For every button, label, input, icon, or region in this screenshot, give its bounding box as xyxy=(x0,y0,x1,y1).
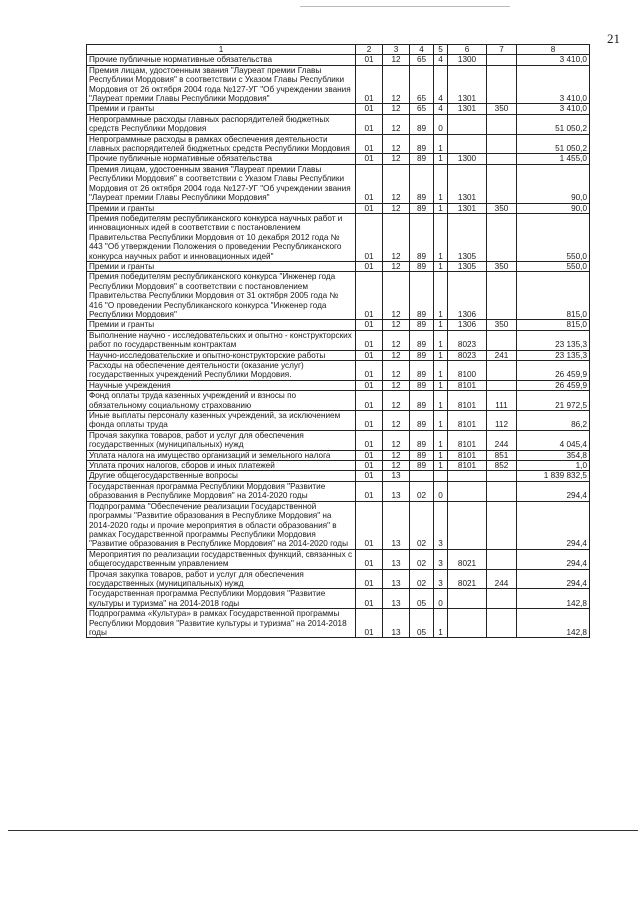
program-code: 05 xyxy=(410,589,434,609)
program-code: 89 xyxy=(410,361,434,381)
expense-type-code xyxy=(487,330,517,350)
subprogram-code: 1 xyxy=(434,350,448,360)
program-code: 89 xyxy=(410,114,434,134)
direction-code: 8101 xyxy=(448,461,487,471)
expense-name: Прочие публичные нормативные обязательства xyxy=(87,55,356,65)
subprogram-code: 1 xyxy=(434,380,448,390)
program-code: 89 xyxy=(410,380,434,390)
header-col-3: 3 xyxy=(383,45,410,55)
subprogram-code: 1 xyxy=(434,154,448,164)
expense-name: Премия лицам, удостоенным звания "Лауреат премии Главы Республики Мордовия" в соответствии с Указом Главы Республики Мордовия от 26 октября 2004 года №127-УГ "Об учреждении звания "Лауреат премии Главы Республики Мордовия" xyxy=(87,164,356,203)
table-row xyxy=(87,164,590,203)
expense-name: Премия лицам, удостоенным звания "Лауреат премии Главы Республики Мордовия" в соответствии с Указом Главы Республики Мордовия от 26 октября 2004 года №127-УГ "Об учреждении звания "Лауреат премии Главы Республики Мордовия" xyxy=(87,65,356,104)
page-number: 21 xyxy=(607,31,620,46)
amount: 1,0 xyxy=(517,461,590,471)
subsection-code: 12 xyxy=(383,213,410,261)
subsection-code: 12 xyxy=(383,65,410,104)
table-row xyxy=(87,380,590,390)
header-col-5: 5 xyxy=(434,45,448,55)
direction-code: 1306 xyxy=(448,272,487,320)
expense-name: Государственная программа Республики Мордовия "Развитие культуры и туризма" на 2014-2018 годы xyxy=(87,589,356,609)
section-code: 01 xyxy=(356,450,383,460)
table-row xyxy=(87,430,590,450)
table-row xyxy=(87,134,590,154)
table-row xyxy=(87,65,590,104)
subsection-code: 12 xyxy=(383,411,410,431)
header-col-7: 7 xyxy=(487,45,517,55)
subsection-code: 13 xyxy=(383,589,410,609)
expense-name: Подпрограмма «Культура» в рамках Государственной программы Республики Мордовия "Развитие культуры и туризма" на 2014-2018 годы xyxy=(87,609,356,638)
expense-name: Научно-исследовательские и опытно-конструкторские работы xyxy=(87,350,356,360)
expense-type-code: 350 xyxy=(487,104,517,114)
direction-code: 1306 xyxy=(448,320,487,330)
section-code: 01 xyxy=(356,154,383,164)
expense-name: Мероприятия по реализации государственных функций, связанных с общегосударственным управлением xyxy=(87,549,356,569)
program-code: 89 xyxy=(410,213,434,261)
expense-type-code xyxy=(487,471,517,481)
amount: 550,0 xyxy=(517,213,590,261)
header-col-8: 8 xyxy=(517,45,590,55)
expense-type-code: 350 xyxy=(487,320,517,330)
table-row xyxy=(87,213,590,261)
expense-name: Уплата налога на имущество организаций и земельного налога xyxy=(87,450,356,460)
expense-type-code xyxy=(487,501,517,549)
table-row xyxy=(87,55,590,65)
amount: 23 135,3 xyxy=(517,350,590,360)
expense-type-code xyxy=(487,65,517,104)
expense-type-code xyxy=(487,213,517,261)
direction-code: 1301 xyxy=(448,65,487,104)
subprogram-code: 3 xyxy=(434,549,448,569)
table-row xyxy=(87,450,590,460)
scan-artifact-line xyxy=(300,6,510,7)
direction-code: 1305 xyxy=(448,261,487,271)
direction-code xyxy=(448,609,487,638)
subsection-code: 12 xyxy=(383,391,410,411)
direction-code: 8101 xyxy=(448,380,487,390)
table-row xyxy=(87,320,590,330)
program-code: 02 xyxy=(410,569,434,589)
program-code: 89 xyxy=(410,164,434,203)
subprogram-code: 3 xyxy=(434,569,448,589)
subprogram-code: 0 xyxy=(434,114,448,134)
expense-type-code: 112 xyxy=(487,411,517,431)
subprogram-code: 4 xyxy=(434,65,448,104)
amount: 3 410,0 xyxy=(517,65,590,104)
table-row xyxy=(87,461,590,471)
amount: 1 455,0 xyxy=(517,154,590,164)
expense-type-code xyxy=(487,114,517,134)
table-row xyxy=(87,481,590,501)
subsection-code: 13 xyxy=(383,609,410,638)
subprogram-code: 1 xyxy=(434,461,448,471)
amount: 3 410,0 xyxy=(517,104,590,114)
section-code: 01 xyxy=(356,361,383,381)
section-code: 01 xyxy=(356,461,383,471)
section-code: 01 xyxy=(356,320,383,330)
subprogram-code: 1 xyxy=(434,391,448,411)
section-code: 01 xyxy=(356,391,383,411)
direction-code: 1305 xyxy=(448,213,487,261)
section-code: 01 xyxy=(356,380,383,390)
amount: 86,2 xyxy=(517,411,590,431)
subsection-code: 12 xyxy=(383,272,410,320)
subsection-code: 12 xyxy=(383,320,410,330)
direction-code xyxy=(448,501,487,549)
expense-type-code: 851 xyxy=(487,450,517,460)
table-row xyxy=(87,104,590,114)
subsection-code: 12 xyxy=(383,430,410,450)
program-code: 89 xyxy=(410,203,434,213)
program-code: 89 xyxy=(410,411,434,431)
section-code: 01 xyxy=(356,471,383,481)
amount: 294,4 xyxy=(517,481,590,501)
expense-name: Другие общегосударственные вопросы xyxy=(87,471,356,481)
program-code: 89 xyxy=(410,134,434,154)
expense-type-code: 244 xyxy=(487,430,517,450)
table-header-row xyxy=(87,45,590,55)
expense-type-code: 852 xyxy=(487,461,517,471)
section-code: 01 xyxy=(356,589,383,609)
amount: 1 839 832,5 xyxy=(517,471,590,481)
subprogram-code: 1 xyxy=(434,330,448,350)
expense-type-code: 350 xyxy=(487,203,517,213)
amount: 21 972,5 xyxy=(517,391,590,411)
header-col-1: 1 xyxy=(87,45,356,55)
program-code: 89 xyxy=(410,450,434,460)
expense-name: Премии и гранты xyxy=(87,320,356,330)
amount: 550,0 xyxy=(517,261,590,271)
expense-type-code xyxy=(487,55,517,65)
table-row xyxy=(87,272,590,320)
program-code: 89 xyxy=(410,391,434,411)
subprogram-code: 1 xyxy=(434,261,448,271)
subsection-code: 13 xyxy=(383,471,410,481)
table-row xyxy=(87,549,590,569)
section-code: 01 xyxy=(356,114,383,134)
amount: 815,0 xyxy=(517,272,590,320)
table-row xyxy=(87,330,590,350)
expense-type-code: 350 xyxy=(487,261,517,271)
table-row xyxy=(87,589,590,609)
subprogram-code: 1 xyxy=(434,430,448,450)
program-code: 02 xyxy=(410,501,434,549)
direction-code: 1300 xyxy=(448,55,487,65)
direction-code: 8101 xyxy=(448,450,487,460)
program-code: 89 xyxy=(410,261,434,271)
subsection-code: 12 xyxy=(383,203,410,213)
section-code: 01 xyxy=(356,55,383,65)
subsection-code: 12 xyxy=(383,154,410,164)
subprogram-code xyxy=(434,471,448,481)
table-row xyxy=(87,391,590,411)
subprogram-code: 1 xyxy=(434,134,448,154)
amount: 51 050,2 xyxy=(517,134,590,154)
section-code: 01 xyxy=(356,430,383,450)
subprogram-code: 1 xyxy=(434,203,448,213)
amount: 815,0 xyxy=(517,320,590,330)
direction-code xyxy=(448,134,487,154)
program-code: 65 xyxy=(410,65,434,104)
expense-name: Выполнение научно - исследовательских и опытно - конструкторских работ по государственным контрактам xyxy=(87,330,356,350)
direction-code: 1301 xyxy=(448,104,487,114)
table-row xyxy=(87,569,590,589)
amount: 51 050,2 xyxy=(517,114,590,134)
expense-name: Иные выплаты персоналу казенных учреждений, за исключением фонда оплаты труда xyxy=(87,411,356,431)
expense-name: Прочая закупка товаров, работ и услуг для обеспечения государственных (муниципальных) нужд xyxy=(87,430,356,450)
header-col-4: 4 xyxy=(410,45,434,55)
subprogram-code: 1 xyxy=(434,320,448,330)
direction-code: 1300 xyxy=(448,154,487,164)
subsection-code: 13 xyxy=(383,481,410,501)
section-code: 01 xyxy=(356,549,383,569)
direction-code: 8101 xyxy=(448,430,487,450)
table-row xyxy=(87,203,590,213)
subsection-code: 12 xyxy=(383,104,410,114)
expense-type-code: 244 xyxy=(487,569,517,589)
subprogram-code: 1 xyxy=(434,361,448,381)
expense-name: Подпрограмма "Обеспечение реализации Государственной программы "Развитие образования в Республике Мордовия" на 2014-2020 годы и прочие мероприятия в области образования" в рамках Государственной программы Республики Мордовия "Развитие образования в Республике Мордовия" на 2014-2020 годы xyxy=(87,501,356,549)
section-code: 01 xyxy=(356,609,383,638)
direction-code: 8021 xyxy=(448,549,487,569)
direction-code xyxy=(448,589,487,609)
amount: 354,8 xyxy=(517,450,590,460)
amount: 142,8 xyxy=(517,589,590,609)
table-row xyxy=(87,154,590,164)
direction-code: 1301 xyxy=(448,203,487,213)
expense-type-code xyxy=(487,380,517,390)
program-code: 89 xyxy=(410,154,434,164)
program-code: 89 xyxy=(410,461,434,471)
program-code: 89 xyxy=(410,320,434,330)
subsection-code: 12 xyxy=(383,461,410,471)
section-code: 01 xyxy=(356,164,383,203)
subsection-code: 12 xyxy=(383,361,410,381)
subsection-code: 12 xyxy=(383,55,410,65)
amount: 26 459,9 xyxy=(517,380,590,390)
section-code: 01 xyxy=(356,134,383,154)
expense-type-code xyxy=(487,481,517,501)
section-code: 01 xyxy=(356,501,383,549)
expense-name: Непрограммные расходы главных распорядителей бюджетных средств Республики Мордовия xyxy=(87,114,356,134)
section-code: 01 xyxy=(356,261,383,271)
section-code: 01 xyxy=(356,104,383,114)
section-code: 01 xyxy=(356,330,383,350)
direction-code: 8023 xyxy=(448,350,487,360)
expense-name: Научные учреждения xyxy=(87,380,356,390)
expense-type-code xyxy=(487,361,517,381)
section-code: 01 xyxy=(356,213,383,261)
header-col-6: 6 xyxy=(448,45,487,55)
expense-name: Расходы на обеспечение деятельности (оказание услуг) государственных учреждений Республики Мордовия. xyxy=(87,361,356,381)
expense-name: Премия победителям республиканского конкурса "Инженер года Республики Мордовия" в соответствии с постановлением Правительства Республики Мордовия от 31 октября 2005 года № 416 "О проведении Республиканского конкурса "Инженер года Республики Мордовия" xyxy=(87,272,356,320)
amount: 4 045,4 xyxy=(517,430,590,450)
subprogram-code: 0 xyxy=(434,481,448,501)
program-code xyxy=(410,471,434,481)
program-code: 65 xyxy=(410,104,434,114)
subprogram-code: 1 xyxy=(434,272,448,320)
table-row xyxy=(87,471,590,481)
amount: 3 410,0 xyxy=(517,55,590,65)
subsection-code: 13 xyxy=(383,569,410,589)
bottom-rule xyxy=(8,830,638,831)
expense-type-code xyxy=(487,164,517,203)
amount: 294,4 xyxy=(517,549,590,569)
amount: 294,4 xyxy=(517,569,590,589)
expense-type-code xyxy=(487,609,517,638)
expense-name: Непрограммные расходы в рамках обеспечения деятельности главных распорядителей бюджетных средств Республики Мордовия xyxy=(87,134,356,154)
table-row xyxy=(87,609,590,638)
table-row xyxy=(87,114,590,134)
section-code: 01 xyxy=(356,65,383,104)
amount: 142,8 xyxy=(517,609,590,638)
subsection-code: 12 xyxy=(383,164,410,203)
program-code: 02 xyxy=(410,549,434,569)
expense-name: Прочая закупка товаров, работ и услуг для обеспечения государственных (муниципальных) нужд xyxy=(87,569,356,589)
subprogram-code: 3 xyxy=(434,501,448,549)
subprogram-code: 1 xyxy=(434,609,448,638)
subsection-code: 12 xyxy=(383,134,410,154)
subsection-code: 12 xyxy=(383,330,410,350)
table-row xyxy=(87,501,590,549)
expense-name: Уплата прочих налогов, сборов и иных платежей xyxy=(87,461,356,471)
section-code: 01 xyxy=(356,272,383,320)
program-code: 65 xyxy=(410,55,434,65)
subprogram-code: 1 xyxy=(434,411,448,431)
subprogram-code: 1 xyxy=(434,213,448,261)
subsection-code: 12 xyxy=(383,450,410,460)
section-code: 01 xyxy=(356,350,383,360)
subsection-code: 12 xyxy=(383,380,410,390)
header-col-2: 2 xyxy=(356,45,383,55)
section-code: 01 xyxy=(356,411,383,431)
subsection-code: 12 xyxy=(383,114,410,134)
program-code: 89 xyxy=(410,350,434,360)
subsection-code: 12 xyxy=(383,261,410,271)
expense-type-code: 111 xyxy=(487,391,517,411)
expense-type-code: 241 xyxy=(487,350,517,360)
program-code: 89 xyxy=(410,430,434,450)
expense-type-code xyxy=(487,154,517,164)
subsection-code: 12 xyxy=(383,350,410,360)
table-body xyxy=(87,55,590,638)
table-row xyxy=(87,261,590,271)
section-code: 01 xyxy=(356,481,383,501)
table-row xyxy=(87,361,590,381)
direction-code xyxy=(448,481,487,501)
expense-name: Премия победителям республиканского конкурса научных работ и инновационных идей в соответствии с постановлением Правительства Республики Мордовия от 10 декабря 2012 года № 443 "Об утверждении Положения о проведении Республиканского конкурса научных работ и инновационных идей" xyxy=(87,213,356,261)
amount: 23 135,3 xyxy=(517,330,590,350)
subsection-code: 13 xyxy=(383,549,410,569)
amount: 26 459,9 xyxy=(517,361,590,381)
direction-code: 8100 xyxy=(448,361,487,381)
program-code: 05 xyxy=(410,609,434,638)
expense-type-code xyxy=(487,549,517,569)
program-code: 89 xyxy=(410,330,434,350)
budget-table xyxy=(86,44,590,638)
table-row xyxy=(87,411,590,431)
expense-name: Прочие публичные нормативные обязательства xyxy=(87,154,356,164)
expense-type-code xyxy=(487,134,517,154)
amount: 90,0 xyxy=(517,203,590,213)
expense-type-code xyxy=(487,589,517,609)
subprogram-code: 0 xyxy=(434,589,448,609)
direction-code: 8101 xyxy=(448,391,487,411)
direction-code: 1301 xyxy=(448,164,487,203)
direction-code: 8023 xyxy=(448,330,487,350)
amount: 90,0 xyxy=(517,164,590,203)
direction-code xyxy=(448,114,487,134)
subprogram-code: 4 xyxy=(434,55,448,65)
table-row xyxy=(87,350,590,360)
direction-code: 8021 xyxy=(448,569,487,589)
expense-name: Премии и гранты xyxy=(87,261,356,271)
program-code: 02 xyxy=(410,481,434,501)
direction-code: 8101 xyxy=(448,411,487,431)
program-code: 89 xyxy=(410,272,434,320)
expense-name: Премии и гранты xyxy=(87,104,356,114)
amount: 294,4 xyxy=(517,501,590,549)
expense-name: Государственная программа Республики Мордовия "Развитие образования в Республике Мордовия" на 2014-2020 годы xyxy=(87,481,356,501)
subsection-code: 13 xyxy=(383,501,410,549)
expense-name: Фонд оплаты труда казенных учреждений и взносы по обязательному социальному страхованию xyxy=(87,391,356,411)
subprogram-code: 1 xyxy=(434,164,448,203)
expense-name: Премии и гранты xyxy=(87,203,356,213)
section-code: 01 xyxy=(356,203,383,213)
subprogram-code: 4 xyxy=(434,104,448,114)
expense-type-code xyxy=(487,272,517,320)
section-code: 01 xyxy=(356,569,383,589)
subprogram-code: 1 xyxy=(434,450,448,460)
direction-code xyxy=(448,471,487,481)
